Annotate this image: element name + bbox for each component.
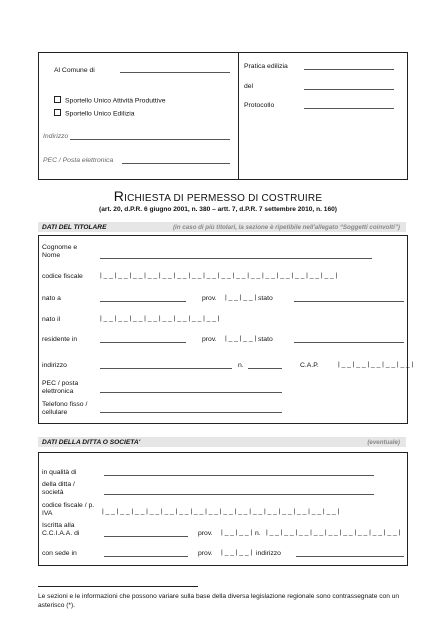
prov-boxes[interactable]: |__|__| — [221, 529, 255, 536]
telefono-label: Telefono fisso / cellulare — [42, 401, 88, 416]
section-bar-titolare — [38, 222, 406, 232]
stato-field[interactable] — [294, 342, 404, 343]
qualita-label: in qualità di — [42, 469, 77, 476]
comune-label: Al Comune di — [54, 67, 95, 74]
sede-label: con sede in — [42, 550, 77, 557]
indirizzo-field[interactable] — [100, 368, 232, 369]
document-subtitle: (art. 20, d.P.R. 6 giugno 2001, n. 380 – artt. 7, d.P.R. 7 settembre 2010, n. 160) — [99, 206, 337, 213]
section-note-ditta: (eventuale) — [367, 438, 400, 446]
cf-iva-boxes[interactable]: |__|__|__|__|__|__|__|__|__|__|__|__|__|__|__|__| — [102, 508, 342, 515]
prov-label: prov. — [202, 336, 217, 343]
residente-label: residente in — [42, 336, 78, 343]
prov-boxes[interactable]: |__|__| — [221, 549, 255, 556]
pec-field[interactable] — [122, 163, 230, 164]
prov-boxes[interactable]: |__|__| — [225, 335, 259, 342]
cognome-field[interactable] — [100, 258, 372, 259]
ditta-label: della ditta / società — [42, 481, 75, 496]
indirizzo-field[interactable] — [70, 139, 230, 140]
cciaa-label: Iscritta alla C.C.I.A.A. di — [42, 522, 80, 537]
indirizzo-label: indirizzo — [42, 362, 67, 369]
stato-label: stato — [258, 295, 273, 302]
nato-a-label: nato a — [42, 295, 61, 302]
cap-boxes[interactable]: |__|__|__|__|__| — [338, 361, 416, 368]
stato-label: stato — [258, 336, 273, 343]
numero-field[interactable] — [248, 368, 282, 369]
title-initial: R — [113, 188, 125, 204]
document-title — [0, 188, 436, 204]
pec-field[interactable] — [100, 392, 282, 393]
sportello-edilizia-label: Sportello Unico Edilizia — [65, 110, 135, 118]
sede-field[interactable] — [104, 556, 188, 557]
title-rest: ICHIESTA DI PERMESSO DI COSTRUIRE — [124, 193, 323, 204]
prov-label: prov. — [198, 550, 213, 557]
footnote: Le sezioni e le informazioni che possono variare sulla base della diversa legislazione regionale sono contrassegnate con un asterisco (*). — [38, 593, 400, 609]
cciaa-field[interactable] — [104, 536, 188, 537]
nato-a-field[interactable] — [100, 301, 186, 302]
cf-label: codice fiscale — [42, 273, 83, 280]
protocollo-label: Protocollo — [244, 102, 275, 109]
telefono-field[interactable] — [100, 412, 282, 413]
prov-label: prov. — [202, 295, 217, 302]
cap-label: C.A.P. — [300, 362, 319, 369]
nato-il-label: nato il — [42, 316, 61, 323]
numero-label: n. — [255, 530, 261, 537]
cognome-label: Cognome e Nome — [42, 244, 78, 259]
residente-field[interactable] — [100, 342, 186, 343]
rea-boxes[interactable]: |__|__|__|__|__|__|__|__|__| — [266, 529, 403, 536]
qualita-field[interactable] — [104, 475, 374, 476]
section-bar-ditta — [38, 437, 406, 447]
ditta-field[interactable] — [104, 494, 374, 495]
sportello-option-edilizia[interactable] — [54, 109, 135, 119]
checkbox-icon[interactable] — [54, 96, 61, 103]
comune-field[interactable] — [120, 72, 230, 73]
pec-label: PEC / Posta elettronica — [43, 157, 114, 164]
del-field[interactable] — [304, 89, 394, 90]
sportello-option-attivita[interactable] — [54, 96, 166, 106]
section-title-titolare: DATI DEL TITOLARE — [42, 223, 107, 231]
section-note-titolare: (in caso di più titolari, la sezione è ripetibile nell'allegato “Soggetti coinvolti”) — [172, 223, 400, 231]
pec-label: PEC / posta elettronica — [42, 380, 79, 395]
indirizzo-field[interactable] — [296, 556, 404, 557]
checkbox-icon[interactable] — [54, 109, 61, 116]
cf-iva-label: codice fiscale / p. IVA — [42, 502, 95, 517]
protocollo-field[interactable] — [304, 108, 394, 109]
del-label: del — [244, 83, 254, 90]
cf-boxes[interactable]: |__|__|__|__|__|__|__|__|__|__|__|__|__|__|__|__| — [100, 272, 340, 279]
numero-label: n. — [238, 362, 244, 369]
sportello-attivita-label: Sportello Unico Attività Produttive — [65, 97, 166, 105]
pratica-field[interactable] — [304, 69, 394, 70]
indirizzo-label: indirizzo — [256, 550, 281, 557]
pratica-label: Pratica edilizia — [244, 63, 288, 70]
prov-boxes[interactable]: |__|__| — [225, 294, 259, 301]
stato-field[interactable] — [294, 301, 404, 302]
date-boxes[interactable]: |__|__|__|__|__|__|__|__| — [100, 315, 222, 322]
footnote-rule — [38, 586, 198, 587]
section-title-ditta: DATI DELLA DITTA O SOCIETA' — [42, 438, 141, 446]
header-divider — [238, 52, 239, 179]
prov-label: prov. — [198, 530, 213, 537]
indirizzo-label: Indirizzo — [43, 133, 69, 140]
